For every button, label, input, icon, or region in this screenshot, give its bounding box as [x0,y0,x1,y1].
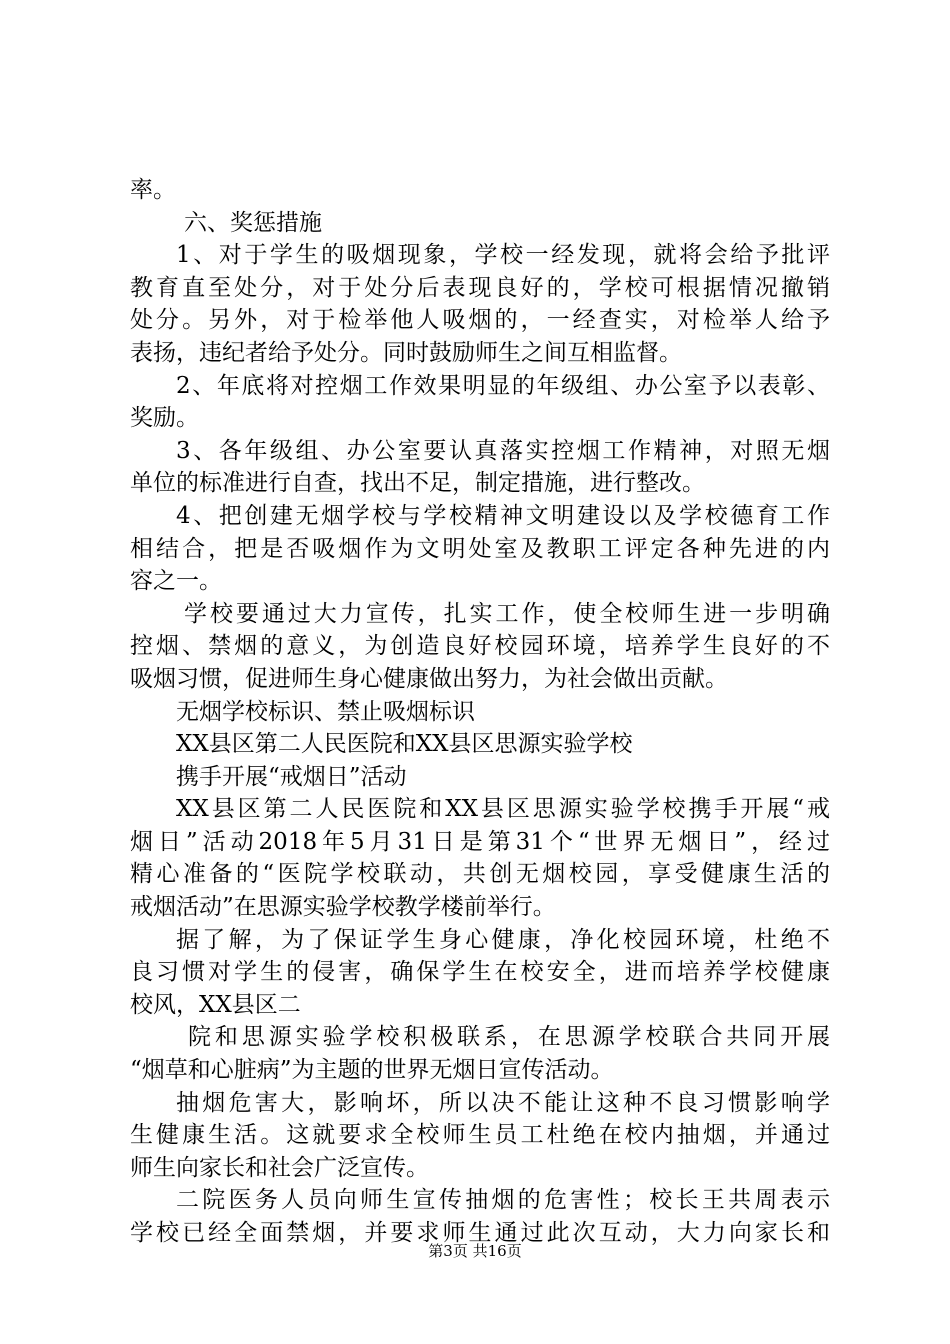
text-line: 携手开展“戒烟日”活动 [176,763,407,790]
text-line: 烟日”活动2018年5月31日是第31个“世界无烟日”，经过 [130,828,830,855]
text-line: 2、年底将对控烟工作效果明显的年级组、办公室予以表彰、 [176,372,830,399]
text-line: 率。 [130,177,176,203]
text-line: 学校已经全面禁烟，并要求师生通过此次互动，大力向家长和 [130,1220,830,1246]
text-line: 据了解，为了保证学生身心健康，净化校园环境，杜绝不 [176,926,830,953]
text-line: XX县区第二人民医院和XX县区思源实验学校 [176,731,633,758]
text-line: 容之一。 [130,568,222,595]
text-line: 校风，XX县区二 [130,991,301,1018]
text-line: 控烟、禁烟的意义，为创造良好校园环境，培养学生良好的不 [130,633,830,660]
text-line: “烟草和心脏病”为主题的世界无烟日宣传活动。 [130,1057,614,1084]
text-line: 戒烟活动”在思源实验学校教学楼前举行。 [130,894,556,921]
text-line: 相结合，把是否吸烟作为文明处室及教职工评定各种先进的内 [130,535,830,562]
text-line: 处分。另外，对于检举他人吸烟的，一经查实，对检举人给予 [130,307,830,334]
text-line: 单位的标准进行自查，找出不足，制定措施，进行整改。 [130,470,705,497]
page-footer: 第3页 共16页 [428,1242,522,1260]
text-line: 吸烟习惯，促进师生身心健康做出努力，为社会做出贡献。 [130,665,728,692]
text-line: 奖励。 [130,405,199,432]
text-line: 教育直至处分，对于处分后表现良好的，学校可根据情况撤销 [130,274,830,301]
text-line: 4、把创建无烟学校与学校精神文明建设以及学校德育工作 [176,502,830,529]
text-line: 六、奖惩措施 [184,209,322,236]
text-line: 师生向家长和社会广泛宣传。 [130,1154,429,1181]
text-line: 学校要通过大力宣传，扎实工作，使全校师生进一步明确 [184,600,830,627]
text-line: 精心准备的“医院学校联动，共创无烟校园，享受健康生活的 [130,861,830,888]
text-line: 表扬，违纪者给予处分。同时鼓励师生之间互相监督。 [130,339,682,366]
text-line: 3、各年级组、办公室要认真落实控烟工作精神，对照无烟 [176,437,830,464]
text-line: 无烟学校标识、禁止吸烟标识 [176,698,475,725]
text-line: XX县区第二人民医院和XX县区思源实验学校携手开展“戒 [176,796,830,823]
text-line: 二院医务人员向师生宣传抽烟的危害性；校长王共周表示 [176,1187,830,1214]
text-line: 生健康生活。这就要求全校师生员工杜绝在校内抽烟，并通过 [130,1122,830,1149]
text-line: 1、对于学生的吸烟现象，学校一经发现，就将会给予批评 [176,242,830,269]
text-line: 良习惯对学生的侵害，确保学生在校安全，进而培养学校健康 [130,959,830,986]
text-line: 院和思源实验学校积极联系，在思源学校联合共同开展 [188,1024,830,1051]
text-line: 抽烟危害大，影响坏，所以决不能让这种不良习惯影响学 [176,1089,830,1116]
document-body [130,174,830,1250]
